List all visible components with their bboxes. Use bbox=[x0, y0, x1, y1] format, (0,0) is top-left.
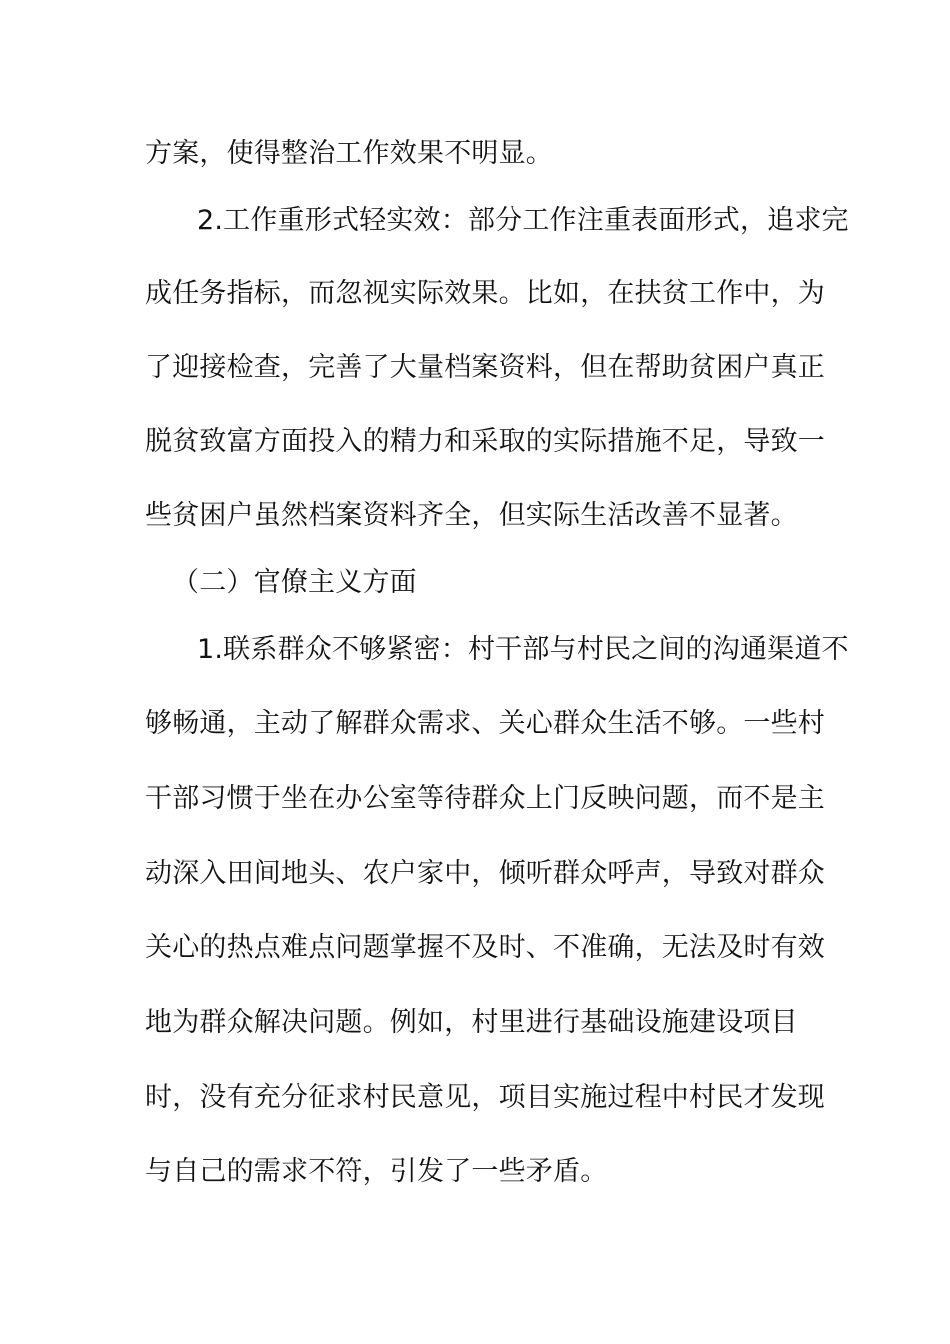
section-heading: （二）官僚主义方面 bbox=[172, 567, 417, 598]
text-line-2: 2.工作重形式轻实效：部分工作注重表面形式，追求完 bbox=[197, 205, 849, 236]
text-line-11: 动深入田间地头、农户家中，倾听群众呼声，导致对群众 bbox=[145, 858, 825, 889]
text-line-9: 够畅通，主动了解群众需求、关心群众生活不够。一些村 bbox=[145, 708, 825, 739]
text-line-12: 关心的热点难点问题掌握不及时、不准确，无法及时有效 bbox=[145, 932, 825, 963]
text-line-15: 与自己的需求不符，引发了一些矛盾。 bbox=[145, 1156, 608, 1187]
text-line-13: 地为群众解决问题。例如，村里进行基础设施建设项目 bbox=[145, 1007, 798, 1038]
text-line-3: 成任务指标，而忽视实际效果。比如，在扶贫工作中，为 bbox=[145, 278, 825, 309]
text-line-1: 方案，使得整治工作效果不明显。 bbox=[145, 138, 553, 169]
text-line-14: 时，没有充分征求村民意见，项目实施过程中村民才发现 bbox=[145, 1082, 825, 1113]
text-line-5: 脱贫致富方面投入的精力和采取的实际措施不足，导致一 bbox=[145, 426, 825, 457]
text-line-8: 1.联系群众不够紧密：村干部与村民之间的沟通渠道不 bbox=[197, 634, 849, 665]
text-line-10: 干部习惯于坐在办公室等待群众上门反映问题，而不是主 bbox=[145, 783, 825, 814]
text-line-6: 些贫困户虽然档案资料齐全，但实际生活改善不显著。 bbox=[145, 500, 798, 531]
text-line-4: 了迎接检查，完善了大量档案资料，但在帮助贫困户真正 bbox=[145, 352, 825, 383]
